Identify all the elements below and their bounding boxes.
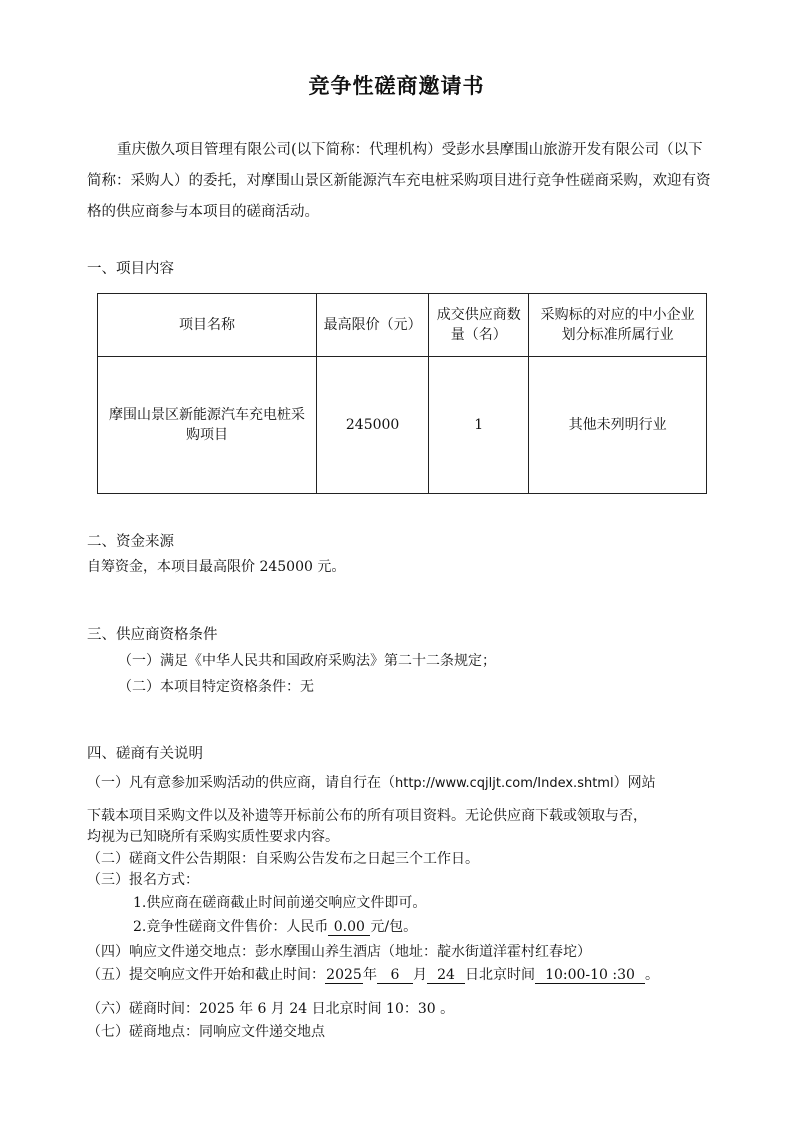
instruction-item-6: （六）磋商时间：2025 年 6 月 24 日北京时间 10：30 。 — [87, 1001, 455, 1017]
instruction-item-1-suffix: ）网站 — [613, 775, 656, 791]
price-prefix: 2.竞争性磋商文件售价：人民币 — [133, 919, 329, 935]
section-4-heading: 四、磋商有关说明 — [87, 746, 203, 762]
instruction-item-5 — [87, 964, 659, 984]
instruction-item-1-line-2: 下载本项目采购文件以及补遗等开标前公布的所有项目资料。无论供应商下载或领取与否， — [87, 808, 647, 824]
document-title: 竞争性磋商邀请书 — [308, 74, 485, 98]
submission-day: 24 — [427, 967, 465, 984]
submission-time-range: 10:00-10 :30 — [535, 967, 645, 984]
qualification-item-2: （二）本项目特定资格条件：无 — [118, 679, 314, 695]
section-2-heading: 二、资金来源 — [87, 534, 174, 550]
instruction-item-1-prefix: （一）凡有意参加采购活动的供应商，请自行在（ — [87, 775, 395, 791]
table-cell-project-name: 摩围山景区新能源汽车充电桩采购项目 — [98, 357, 317, 494]
table-cell-max-price: 245000 — [317, 357, 429, 494]
table-cell-supplier-count: 1 — [429, 357, 529, 494]
intro-paragraph: 重庆傲久项目管理有限公司(以下简称：代理机构）受彭水县摩围山旅游开发有限公司（以下简称：采购人）的委托，对摩围山景区新能源汽车充电桩采购项目进行竞争性磋商采购，欢迎有资格的供应商参与本项目的磋商活动。 — [87, 142, 711, 220]
submission-month: 6 — [377, 967, 413, 984]
instruction-item-1 — [87, 772, 656, 792]
table-header-cell: 最高限价（元） — [317, 294, 429, 357]
section-1-heading: 一、项目内容 — [87, 261, 174, 277]
table-header-cell: 成交供应商数量（名） — [429, 294, 529, 357]
instruction-item-1-line-3: 均视为已知晓所有采购实质性要求内容。 — [87, 829, 339, 845]
instruction-item-2: （二）磋商文件公告期限：自采购公告发布之日起三个工作日。 — [87, 851, 479, 867]
table-header-cell: 项目名称 — [98, 294, 317, 357]
section-3-heading: 三、供应商资格条件 — [87, 627, 218, 643]
submission-year: 2025 — [326, 967, 362, 983]
month-unit: 月 — [413, 967, 427, 983]
instruction-item-3-sub-2 — [133, 916, 417, 936]
year-unit: 年 — [363, 967, 377, 983]
qualification-item-1: （一）满足《中华人民共和国政府采购法》第二十二条规定； — [118, 653, 496, 669]
table-header-row — [98, 294, 707, 357]
day-unit: 日北京时间 — [465, 967, 535, 983]
instruction-item-3-sub-1: 1.供应商在磋商截止时间前递交响应文件即可。 — [133, 895, 427, 911]
download-link[interactable]: http://www.cqjljt.com/Index.shtml — [395, 776, 614, 791]
funding-text: 自筹资金，本项目最高限价 245000 元。 — [87, 559, 346, 575]
submission-time-end: 。 — [645, 967, 659, 983]
project-table — [97, 293, 707, 494]
price-value: 0.00 — [328, 919, 370, 936]
table-header-cell: 采购标的对应的中小企业划分标准所属行业 — [529, 294, 707, 357]
instruction-item-4: （四）响应文件递交地点：彭水摩围山养生酒店（地址：靛水街道洋霍村红春坨） — [87, 944, 591, 960]
instruction-item-3: （三）报名方式： — [87, 872, 199, 888]
table-cell-industry: 其他未列明行业 — [529, 357, 707, 494]
price-suffix: 元/包。 — [370, 919, 418, 935]
table-row — [98, 357, 707, 494]
submission-time-prefix: （五）提交响应文件开始和截止时间： — [87, 967, 325, 983]
instruction-item-7: （七）磋商地点：同响应文件递交地点 — [87, 1024, 325, 1040]
